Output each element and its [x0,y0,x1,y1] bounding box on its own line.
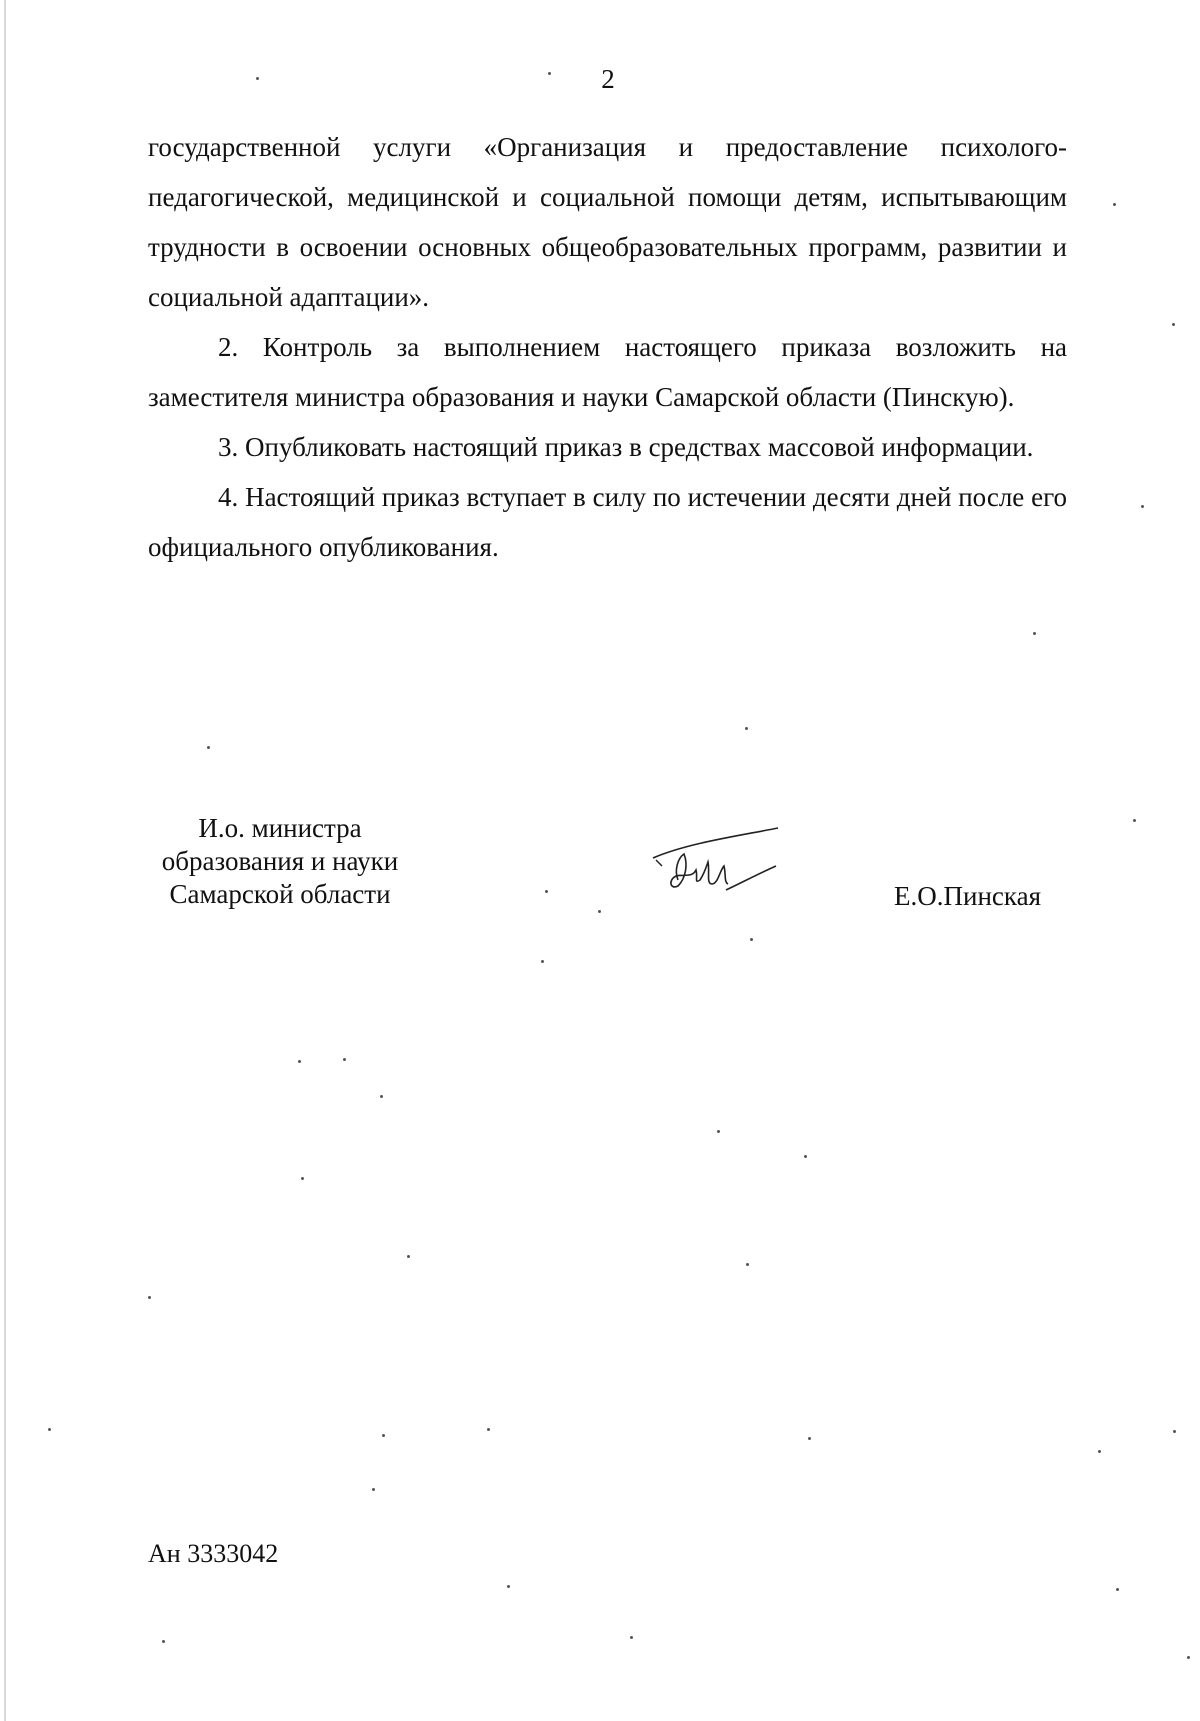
scan-speck [298,1060,301,1063]
scan-speck [750,938,753,941]
scan-margin-line [4,0,6,1721]
scan-speck [162,1640,165,1643]
paragraph-continuation: государственной услуги «Организация и предоставление психолого-педагогической, медицинской и социальной помощи детям, испытывающим трудности в освоении основных общеобразовательных программ, развитии и социальной адаптации». [148,132,1067,312]
scan-speck [380,1095,383,1098]
scan-speck [1033,632,1036,635]
scan-speck [1113,203,1116,206]
paragraph-item-4: 4. Настоящий приказ вступает в силу по истечении десяти дней после его официального опубликования. [148,482,1067,562]
scan-speck [301,1177,304,1180]
scan-speck [207,746,210,749]
signatory-position [140,812,420,911]
scan-speck [745,727,748,730]
scan-speck [808,1437,811,1440]
scan-speck [1173,1430,1176,1433]
scan-speck [548,72,551,75]
scan-speck [545,890,548,893]
scan-speck [804,1155,807,1158]
scan-speck [407,1255,410,1258]
scan-speck [1116,1588,1119,1591]
scan-speck [487,1428,490,1431]
scan-speck [1187,1656,1190,1659]
scan-speck [1172,323,1175,326]
scan-speck [372,1488,375,1491]
document-serial-code: Ан 3333042 [148,1539,279,1568]
scan-speck [148,1296,151,1299]
scan-speck [1098,1450,1101,1453]
handwritten-signature [648,818,788,918]
signatory-position-line: Самарской области [169,879,391,909]
paragraph-item-3: 3. Опубликовать настоящий приказ в средствах массовой информации. [218,432,1034,462]
scan-speck [48,1428,51,1431]
scan-speck [541,960,544,963]
scan-speck [598,910,601,913]
scan-speck [343,1058,346,1061]
scan-speck [746,1263,749,1266]
signatory-name: Е.О.Пинская [894,881,1041,911]
scan-speck [1133,819,1136,822]
signatory-position-line: образования и науки [161,846,399,876]
scan-speck [507,1585,510,1588]
scan-speck [630,1636,633,1639]
page-number: 2 [601,64,615,94]
scan-speck [717,1130,720,1133]
scan-speck [1141,505,1144,508]
document-body [148,122,1067,572]
signatory-position-line: И.о. министра [198,813,362,843]
paragraph-item-2: 2. Контроль за выполнением настоящего приказа возложить на заместителя министра образования и науки Самарской области (Пинскую). [148,332,1067,412]
scan-speck [382,1434,385,1437]
scan-speck [256,77,259,80]
